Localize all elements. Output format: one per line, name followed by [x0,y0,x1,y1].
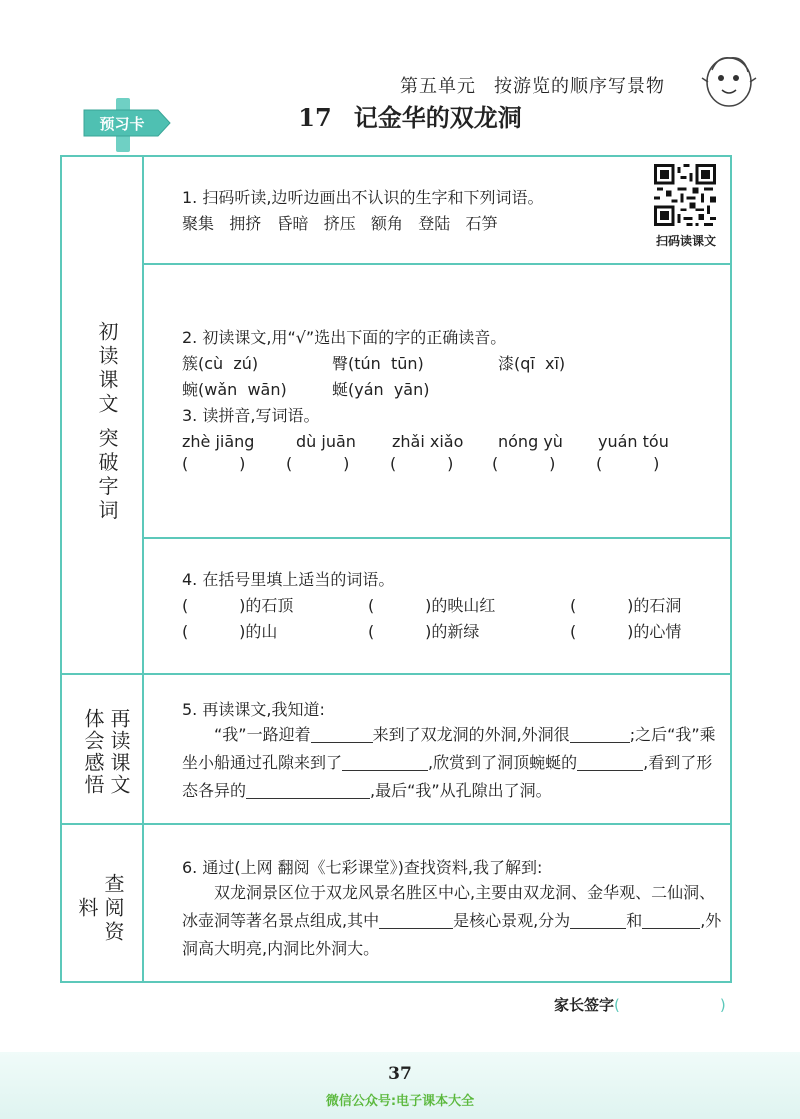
q3-answer-box[interactable]: ( ) [596,454,660,473]
page-number: 37 [388,1064,412,1084]
q3-pinyin: yuán tóu [598,432,669,451]
parent-signature-label: 家长签字 [554,996,615,1014]
q5-instruction: 5. 再读课文,我知道: [182,700,325,719]
q4-item[interactable]: ( )的石洞 [570,596,682,615]
worksheet-frame [60,155,732,983]
row-divider [62,823,730,825]
q5-paragraph: “我”一路迎着 来到了双龙洞的外洞,外洞很 ;之后“我”乘坐小船通过孔隙来到了 ,欣赏到了洞顶蜿蜒的 ,看到了形态各异的 ,最后“我”从孔隙出了洞。 [182,725,716,800]
q2-instruction: 2. 初读课文,用“√”选出下面的字的正确读音。 [182,328,507,347]
q6-blank[interactable] [570,912,626,929]
row-divider [62,673,730,675]
row-divider [142,537,730,539]
lesson-number: 17 [298,103,332,132]
q3-answer-box[interactable]: ( ) [286,454,350,473]
q3-answer-box[interactable]: ( ) [390,454,454,473]
q3-pinyin: zhè jiāng [182,432,255,451]
q2-item: 簇(cù zú) [182,354,259,373]
q2-item: 蜿(wǎn wān) [182,380,287,399]
q2-item: 蜒(yán yān) [332,380,430,399]
q3-pinyin: zhǎi xiǎo [392,432,464,451]
q5-blank[interactable] [342,754,428,771]
q5-blank[interactable] [570,726,630,743]
q6-instruction: 6. 通过(上网 翻阅《七彩课堂》)查找资料,我了解到: [182,858,543,877]
unit-title: 第五单元 [400,76,476,97]
q1-words: 聚集 拥挤 昏暗 挤压 额角 登陆 石笋 [182,214,498,233]
q4-item[interactable]: ( )的映山红 [368,596,496,615]
q6-blank[interactable] [379,912,453,929]
section-label-research: 查阅资料 [75,873,125,945]
q5-blank[interactable] [577,754,643,771]
q5-blank[interactable] [246,782,370,799]
q4-instruction: 4. 在括号里填上适当的词语。 [182,570,395,589]
tag-label: 预习卡 [99,115,145,133]
q4-item[interactable]: ( )的新绿 [368,622,480,641]
wechat-footer-text: 微信公众号:电子课本大全 [325,1094,475,1109]
q3-pinyin: dù juān [296,432,356,451]
qr-caption: 扫码读课文 [655,234,716,248]
lesson-title [240,98,580,133]
lesson-name: 记金华的双龙洞 [353,103,522,132]
unit-subtitle: 按游览的顺序写景物 [494,76,665,97]
q2-item: 漆(qī xī) [498,354,566,373]
q3-instruction: 3. 读拼音,写词语。 [182,406,320,425]
q1-instruction: 1. 扫码听读,边听边画出不认识的生字和下列词语。 [182,188,544,207]
q3-answer-box[interactable]: ( ) [492,454,556,473]
q3-answer-box[interactable]: ( ) [182,454,246,473]
parent-signature[interactable]: 家长签字( ) [554,996,726,1014]
q3-pinyin: nóng yù [498,432,563,451]
q5-blank[interactable] [311,726,373,743]
q4-item[interactable]: ( )的山 [182,622,278,641]
section-label-initial-reading: 初读课文 突破字词 [95,320,119,524]
qr-code-icon[interactable] [654,164,716,226]
section-label-reread: 再读课文 体会感悟 [81,708,131,796]
q2-item: 臀(tún tūn) [332,354,424,373]
q4-item[interactable]: ( )的心情 [570,622,682,641]
column-divider [142,157,144,981]
mascot-icon [700,48,758,112]
q6-paragraph: 双龙洞景区位于双龙风景名胜区中心,主要由双龙洞、金华观、二仙洞、冰壶洞等著名景点组成,其中 是核心景观,分为 和 ,外洞高大明亮,内洞比外洞大。 [182,883,722,958]
row-divider [142,263,730,265]
unit-heading [400,72,690,98]
q4-item[interactable]: ( )的石顶 [182,596,294,615]
q6-blank[interactable] [642,912,700,929]
